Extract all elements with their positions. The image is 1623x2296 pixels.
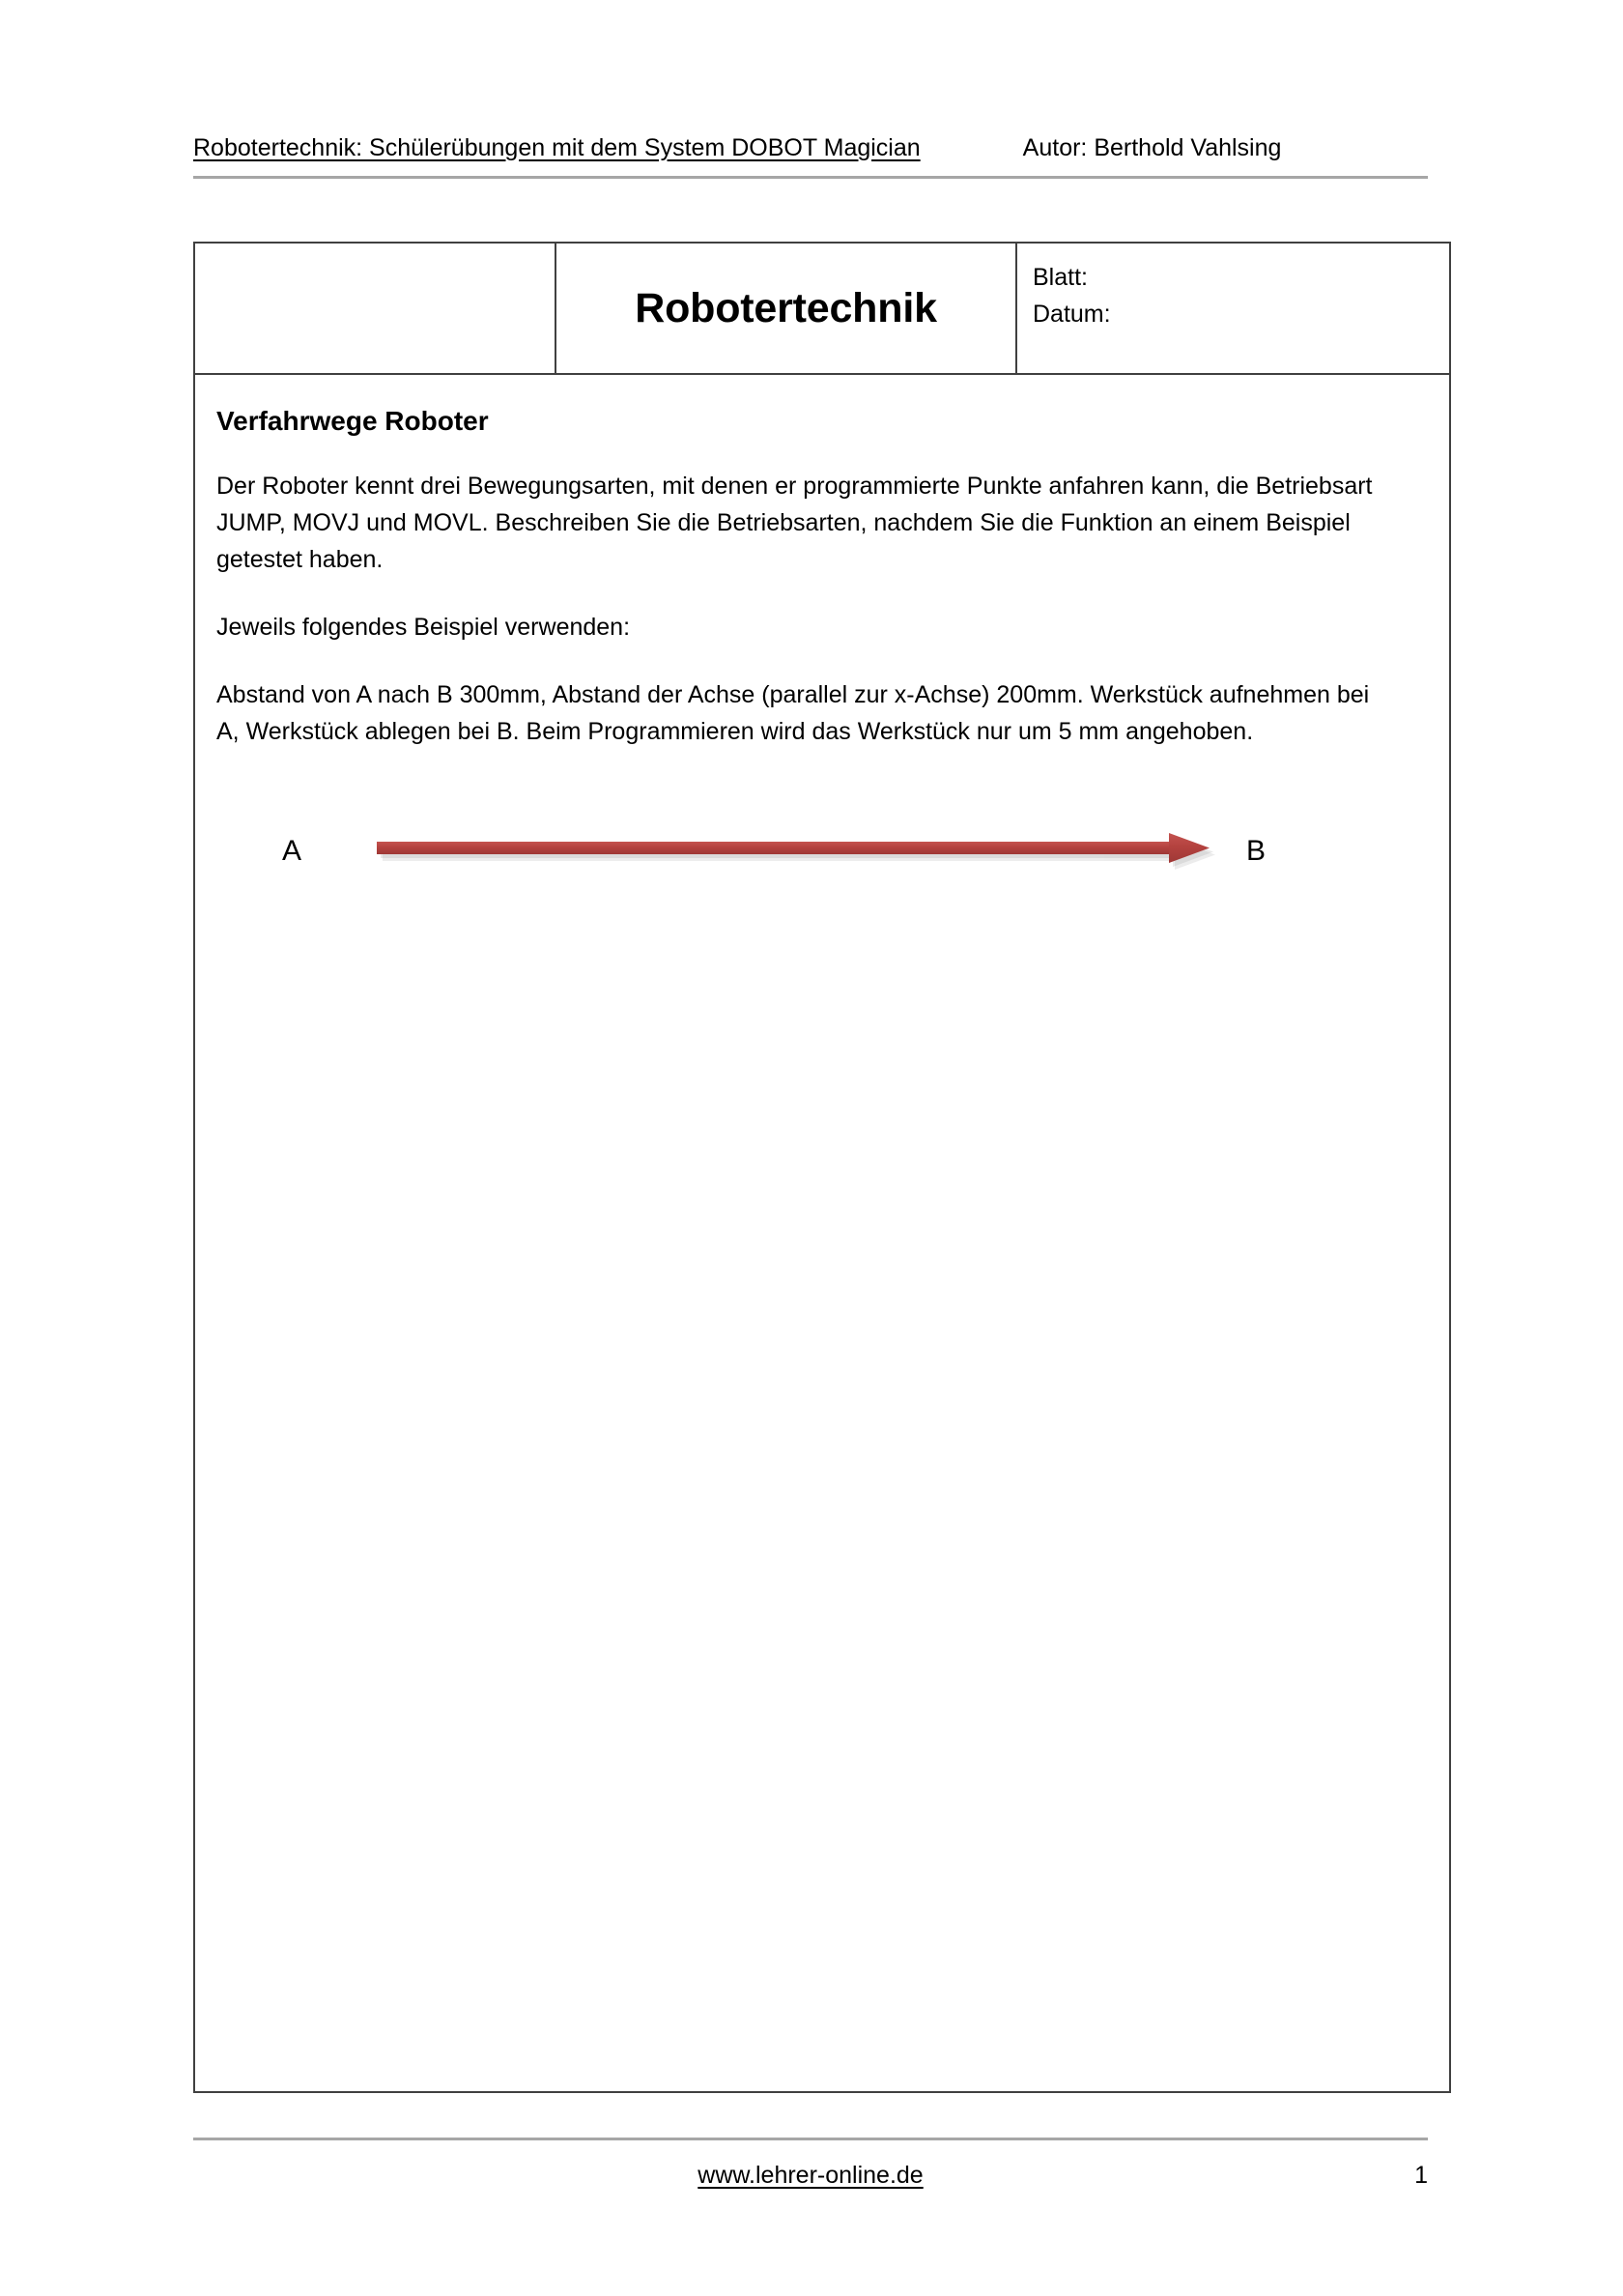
paragraph-example-intro: Jeweils folgendes Beispiel verwenden: xyxy=(216,614,631,641)
header-divider xyxy=(193,176,1428,179)
header-author: Autor: Berthold Vahlsing xyxy=(1022,134,1282,161)
document-header xyxy=(193,131,1428,199)
section-heading: Verfahrwege Roboter xyxy=(216,406,489,436)
figure-a-to-b xyxy=(216,796,1416,980)
body-cell xyxy=(194,374,1450,2092)
header-title: Robotertechnik: Schülerübungen mit dem System DOBOT Magician xyxy=(193,134,921,161)
worksheet-table xyxy=(193,242,1451,2093)
arrow-graphic xyxy=(377,825,976,877)
logo-cell xyxy=(194,243,555,374)
paragraph-movement-modes: Der Roboter kennt drei Bewegungsarten, mit denen er programmierte Punkte anfahren kann, die Betriebsart JUMP, MOVJ und MOVL. Beschreiben Sie die Betriebsarten, nachdem Sie die Funktion an einem Beispiel getestet haben. xyxy=(216,473,1373,573)
footer-divider xyxy=(193,2138,1428,2140)
footer-content xyxy=(193,2159,1428,2197)
figure-label-a: A xyxy=(282,835,302,867)
meta-cell xyxy=(1016,243,1450,374)
right-arrow-icon xyxy=(377,825,1227,877)
figure-label-b: B xyxy=(1246,835,1267,867)
header-text-row xyxy=(193,131,1428,164)
date-label: Datum: xyxy=(1033,301,1111,328)
sheet-number-label: Blatt: xyxy=(1033,264,1088,291)
footer-url-link[interactable]: www.lehrer-online.de xyxy=(698,2162,924,2189)
title-block-row xyxy=(194,243,1450,374)
title-cell xyxy=(555,243,1016,374)
body-row xyxy=(194,374,1450,2092)
footer-page-number: 1 xyxy=(1414,2162,1428,2189)
paragraph-example-details: Abstand von A nach B 300mm, Abstand der Achse (parallel zur x-Achse) 200mm. Werkstück aufnehmen bei A, Werkstück ablegen bei B. Beim Programmieren wird das Werkstück nur um 5 mm angehoben. xyxy=(216,681,1370,745)
worksheet-title: Robotertechnik xyxy=(635,285,937,331)
